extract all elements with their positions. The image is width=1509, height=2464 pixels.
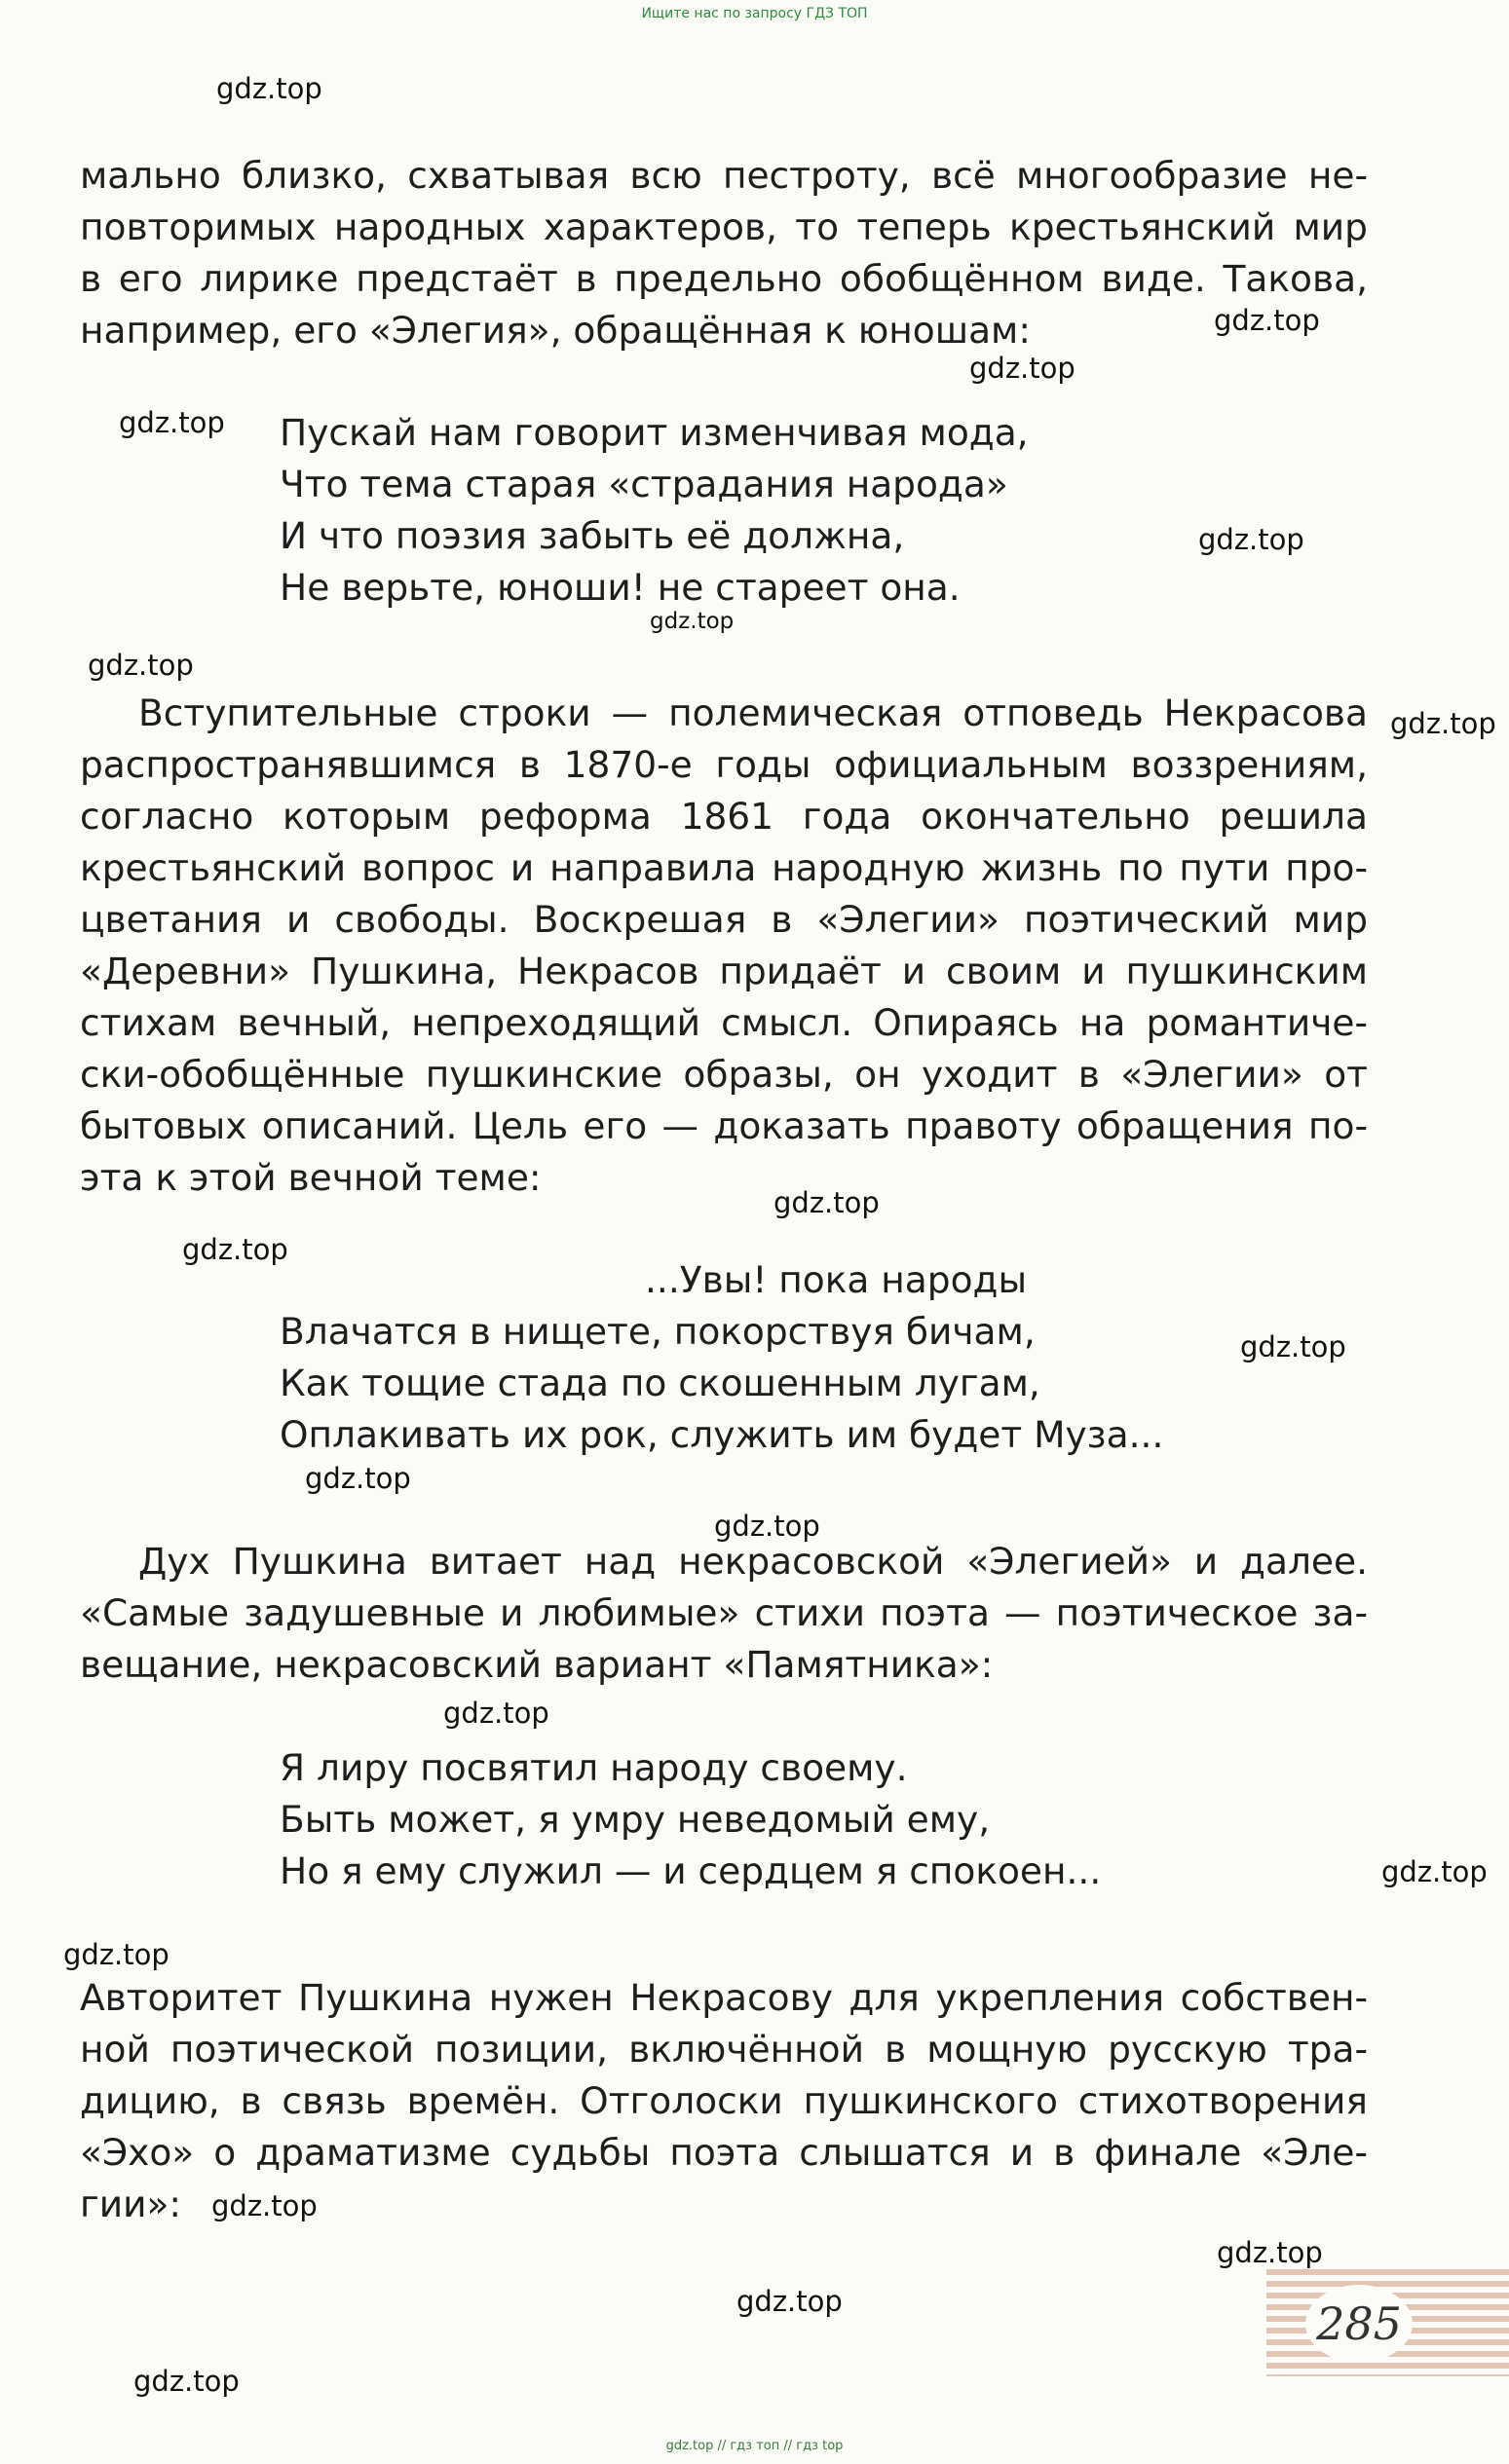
text-line: повторимых народных характеров, то теперь крестьянский мир — [80, 205, 1368, 248]
watermark: gdz.top — [650, 609, 735, 634]
text-line: бытовых описаний. Цель его — доказать правоту обращения по- — [80, 1104, 1368, 1147]
text-line: вещание, некрасовский вариант «Памятника»: — [80, 1643, 994, 1686]
watermark: gdz.top — [1381, 1855, 1488, 1888]
watermark: gdz.top — [1390, 707, 1496, 740]
paragraph-3 — [80, 1536, 1368, 1691]
verse-elegy-3 — [280, 1742, 1101, 1897]
verse-line: Я лиру посвятил народу своему. — [280, 1746, 908, 1789]
text-line: «Самые задушевные и любимые» стихи поэта — поэтическое за- — [80, 1591, 1368, 1634]
verse-line: Как тощие стада по скошенным лугам, — [280, 1362, 1040, 1404]
watermark: gdz.top — [1240, 1330, 1346, 1363]
text-line: мально близко, схватывая всю пестроту, всё многообразие не- — [80, 154, 1368, 197]
watermark: gdz.top — [216, 72, 322, 105]
text-line: Вступительные строки — полемическая отповедь Некрасова — [138, 691, 1368, 734]
text-line: «Деревни» Пушкина, Некрасов придаёт и своим и пушкинским — [80, 950, 1368, 992]
header-search-hint[interactable]: Ищите нас по запросу ГДЗ ТОП — [641, 6, 868, 21]
watermark: gdz.top — [1198, 523, 1304, 556]
page-number: 285 — [1305, 2285, 1413, 2363]
watermark: gdz.top — [1217, 2236, 1323, 2269]
watermark: gdz.top — [969, 352, 1075, 385]
watermark: gdz.top — [63, 1938, 170, 1971]
watermark: gdz.top — [182, 1233, 288, 1266]
text-line: Дух Пушкина витает над некрасовской «Элегией» и далее. — [138, 1540, 1368, 1583]
text-line: ски-обобщённые пушкинские образы, он уходит в «Элегии» от — [80, 1053, 1368, 1096]
watermark: gdz.top — [305, 1462, 411, 1495]
watermark: gdz.top — [1214, 304, 1320, 337]
text-line: ной поэтической позиции, включённой в мощную русскую тра- — [80, 2028, 1368, 2071]
verse-line: Не верьте, юноши! не стареет она. — [280, 566, 961, 609]
text-line: гии»: — [80, 2183, 182, 2225]
text-line: эта к этой вечной теме: — [80, 1156, 542, 1199]
verse-line: Оплакивать их рок, служить им будет Муза... — [280, 1413, 1164, 1456]
verse-elegy-2 — [280, 1254, 1163, 1461]
watermark: gdz.top — [443, 1697, 549, 1730]
verse-line: ...Увы! пока народы — [645, 1258, 1028, 1301]
text-line: в его лирике предстаёт в предельно обобщённом виде. Такова, — [80, 257, 1368, 300]
verse-line: Но я ему служил — и сердцем я спокоен... — [280, 1849, 1102, 1892]
watermark: gdz.top — [88, 649, 194, 682]
watermark: gdz.top — [773, 1186, 880, 1219]
watermark: gdz.top — [211, 2189, 318, 2222]
footer-links[interactable]: gdz.top // гдз топ // гдз top — [665, 2439, 844, 2453]
verse-line: Пускай нам говорит изменчивая мода, — [280, 411, 1029, 454]
text-line: стихам вечный, непреходящий смысл. Опираясь на романтиче- — [80, 1001, 1368, 1044]
paragraph-2 — [80, 688, 1368, 1204]
text-line: распространявшимся в 1870-е годы официальным воззрениям, — [80, 743, 1368, 786]
verse-line: И что поэзия забыть её должна, — [280, 514, 905, 557]
paragraph-1 — [80, 150, 1368, 356]
watermark: gdz.top — [133, 2365, 240, 2398]
text-line: например, его «Элегия», обращённая к юношам: — [80, 309, 1031, 352]
watermark: gdz.top — [736, 2285, 843, 2318]
text-line: Авторитет Пушкина нужен Некрасову для укрепления собствен- — [80, 1976, 1368, 2019]
text-line: «Эхо» о драматизме судьбы поэта слышатся и в финале «Эле- — [80, 2131, 1368, 2174]
verse-line: Что тема старая «страдания народа» — [280, 463, 1008, 505]
text-line: дицию, в связь времён. Отголоски пушкинского стихотворения — [80, 2079, 1368, 2122]
watermark: gdz.top — [714, 1510, 820, 1543]
text-line: крестьянский вопрос и направила народную жизнь по пути про- — [80, 846, 1368, 889]
verse-elegy-1 — [280, 407, 1029, 614]
verse-line: Быть может, я умру неведомый ему, — [280, 1798, 991, 1841]
verse-line: Влачатся в нищете, покорствуя бичам, — [280, 1310, 1036, 1353]
text-line: цветания и свободы. Воскрешая в «Элегии» поэтический мир — [80, 898, 1368, 941]
watermark: gdz.top — [119, 406, 225, 439]
text-line: согласно которым реформа 1861 года окончательно решила — [80, 795, 1368, 838]
